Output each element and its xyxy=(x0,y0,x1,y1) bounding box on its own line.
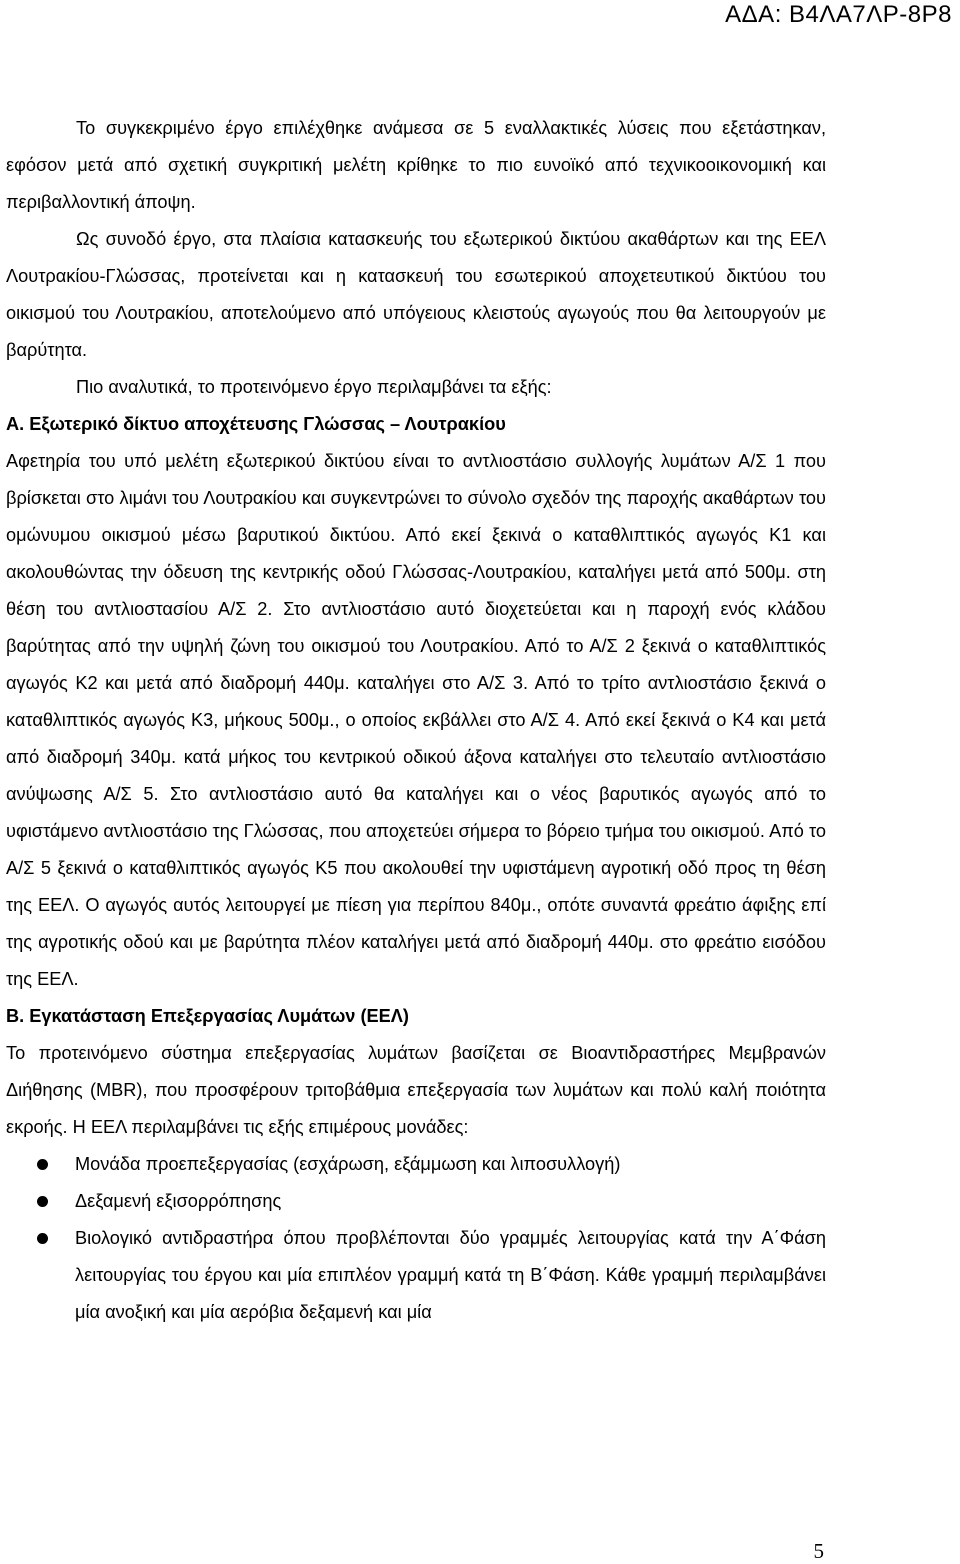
page-number: 5 xyxy=(813,1539,824,1563)
units-list xyxy=(6,1146,826,1331)
list-item xyxy=(6,1220,826,1331)
list-item xyxy=(6,1183,826,1220)
bullet-icon xyxy=(37,1196,48,1207)
document-body xyxy=(6,110,826,1331)
bullet-icon xyxy=(37,1159,48,1170)
paragraph-external-network: Αφετηρία του υπό μελέτη εξωτερικού δικτύου είναι το αντλιοστάσιο συλλογής λυμάτων Α/Σ 1 που βρίσκεται στο λιμάνι του Λουτρακίου και συγκεντρώνει το σύνολο σχεδόν της παροχής ακαθάρτων του ομώνυμου οικισμού μέσω βαρυτικού δικτύου. Από εκεί ξεκινά ο καταθλιπτικός αγωγός Κ1 και ακολουθώντας την όδευση της κεντρικής οδού Γλώσσας-Λουτρακίου, καταλήγει μετά από 500μ. στη θέση του αντλιοστασίου Α/Σ 2. Στο αντλιοστάσιο αυτό διοχετεύεται και η παροχή ενός κλάδου βαρύτητας από την υψηλή ζώνη του οικισμού του Λουτρακίου. Από το Α/Σ 2 ξεκινά ο καταθλιπτικός αγωγός Κ2 και μετά από διαδρομή 440μ. καταλήγει στο Α/Σ 3. Από το τρίτο αντλιοστάσιο ξεκινά ο καταθλιπτικός αγωγός Κ3, μήκους 500μ., ο οποίος εκβάλλει στο Α/Σ 4. Από εκεί ξεκινά ο Κ4 και μετά από διαδρομή 340μ. κατά μήκος του κεντρικού οδικού άξονα καταλήγει στο τελευταίο αντλιοστάσιο ανύψωσης Α/Σ 5. Στο αντλιοστάσιο αυτό θα καταλήγει και ο νέος βαρυτικός αγωγός από το υφιστάμενο αντλιοστάσιο της Γλώσσας, που αποχετεύει σήμερα το βόρειο τμήμα του οικισμού. Από το Α/Σ 5 ξεκινά ο καταθλιπτικός αγωγός Κ5 που ακολουθεί την υφιστάμενη αγροτική οδό προς τη θέση της ΕΕΛ. Ο αγωγός αυτός λειτουργεί με πίεση για περίπου 840μ., οπότε συναντά φρεάτιο άφιξης επί της αγροτικής οδού και με βαρύτητα πλέον καταλήγει μετά από διαδρομή 440μ. στο φρεάτιο εισόδου της ΕΕΛ. xyxy=(6,451,826,989)
paragraph-intro: Το συγκεκριμένο έργο επιλέχθηκε ανάμεσα σε 5 εναλλακτικές λύσεις που εξετάστηκαν, εφόσον μετά από σχετική συγκριτική μελέτη κρίθηκε το πιο ευνοϊκό από τεχνικοοικονομική και περιβαλλοντική άποψη. xyxy=(6,118,826,212)
paragraph-details-intro: Πιο αναλυτικά, το προτεινόμενο έργο περιλαμβάνει τα εξής: xyxy=(76,377,552,397)
list-item-text: Βιολογικό αντιδραστήρα όπου προβλέπονται δύο γραμμές λειτουργίας κατά την Α΄Φάση λειτουργίας του έργου και μία επιπλέον γραμμή κατά τη Β΄Φάση. Κάθε γραμμή περιλαμβάνει μία ανοξική και μία αερόβια δεξαμενή και μία xyxy=(75,1228,826,1322)
bullet-icon xyxy=(37,1233,48,1244)
list-item xyxy=(6,1146,826,1183)
section-heading-b: Β. Εγκατάσταση Επεξεργασίας Λυμάτων (ΕΕΛ) xyxy=(6,1006,409,1026)
list-item-text: Δεξαμενή εξισορρόπησης xyxy=(75,1191,282,1211)
document-code: ΑΔΑ: Β4ΛΑ7ΛΡ-8Ρ8 xyxy=(725,1,952,28)
section-heading-a: Α. Εξωτερικό δίκτυο αποχέτευσης Γλώσσας – Λουτρακίου xyxy=(6,414,506,434)
paragraph-treatment-system: Το προτεινόμενο σύστημα επεξεργασίας λυμάτων βασίζεται σε Βιοαντιδραστήρες Μεμβρανών Διήθησης (MBR), που προσφέρουν τριτοβάθμια επεξεργασία των λυμάτων και πολύ καλή ποιότητα εκροής. Η ΕΕΛ περιλαμβάνει τις εξής επιμέρους μονάδες: xyxy=(6,1043,826,1137)
list-item-text: Μονάδα προεπεξεργασίας (εσχάρωση, εξάμμωση και λιποσυλλογή) xyxy=(75,1154,621,1174)
paragraph-accompanying-works: Ως συνοδό έργο, στα πλαίσια κατασκευής του εξωτερικού δικτύου ακαθάρτων και της ΕΕΛ Λουτρακίου-Γλώσσας, προτείνεται και η κατασκευή του εσωτερικού αποχετευτικού δικτύου του οικισμού του Λουτρακίου, αποτελούμενο από υπόγειους κλειστούς αγωγούς που θα λειτουργούν με βαρύτητα. xyxy=(6,229,826,360)
